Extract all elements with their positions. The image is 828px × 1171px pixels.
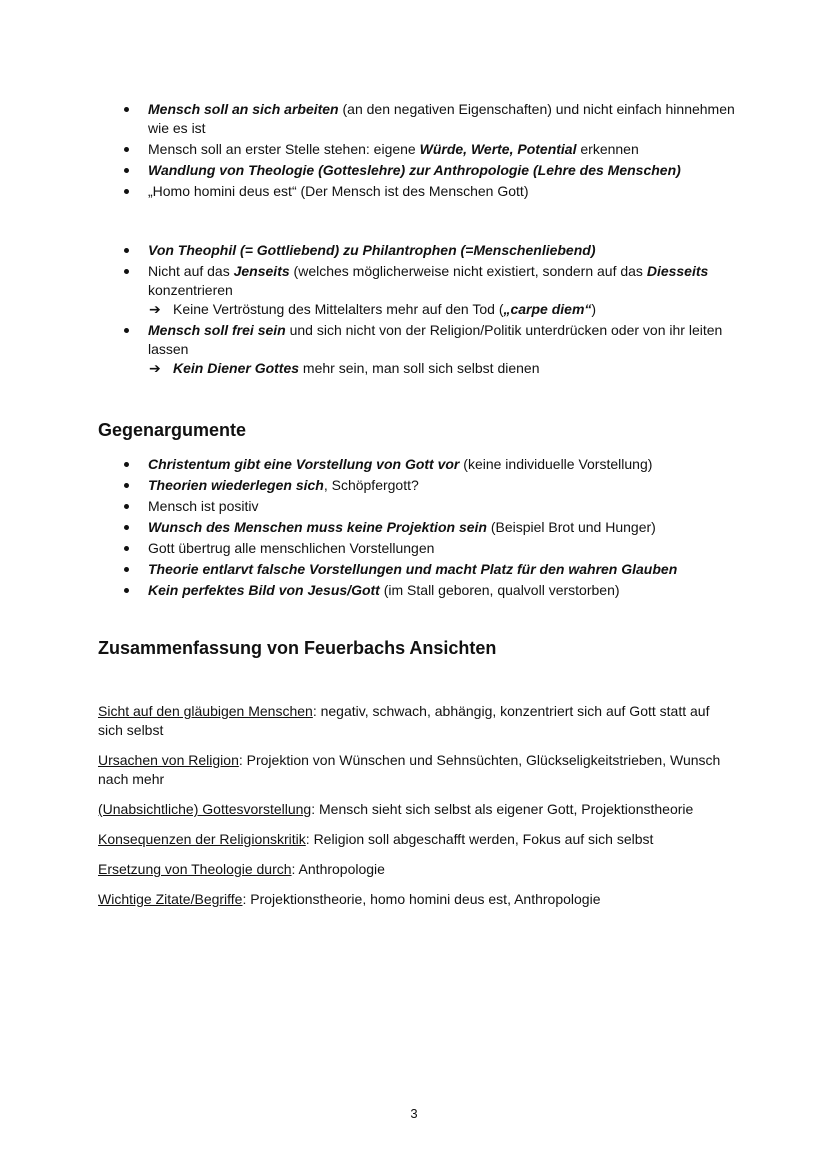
text-segment: konzentrieren <box>148 282 233 298</box>
text-segment: und sich nicht von der Religion/Politik unterdrücken oder von ihr leiten lassen <box>148 322 723 357</box>
text-segment: (im Stall geboren, qualvoll verstorben) <box>379 582 620 598</box>
text-segment: Gott übertrug alle menschlichen Vorstellungen <box>148 540 435 556</box>
text-segment: mehr sein, man soll sich selbst dienen <box>299 360 540 376</box>
emphasized-text: Kein perfektes Bild von Jesus/Gott <box>148 582 380 598</box>
list-item <box>98 539 738 558</box>
text-segment: (welches möglicherweise nicht existiert, sondern auf das <box>289 263 647 279</box>
bullet-list-1 <box>98 100 738 201</box>
text-segment: (Beispiel Brot und Hunger) <box>486 519 656 535</box>
bullet-list-2 <box>98 241 738 378</box>
list-item <box>98 560 738 579</box>
text-segment: erkennen <box>576 141 639 157</box>
summary-label: (Unabsichtliche) Gottesvorstellung <box>98 801 312 817</box>
emphasized-text: Christentum gibt eine Vorstellung von Gott vor <box>148 456 460 472</box>
list-item <box>98 497 738 516</box>
text-segment: Keine Vertröstung des Mittelalters mehr auf den Tod ( <box>173 301 504 317</box>
summary-text: : Projektion von Wünschen und Sehnsüchten, Glückseligkeitstrieben, Wunsch nach mehr <box>98 752 721 787</box>
emphasized-text: Diesseits <box>646 263 709 279</box>
summary-entry <box>98 830 738 849</box>
text-segment: ) <box>591 301 597 317</box>
summary-entry <box>98 702 738 740</box>
list-item <box>98 581 738 600</box>
summary-label: Ursachen von Religion <box>98 752 239 768</box>
summary-entry <box>98 800 738 819</box>
list-item <box>98 100 738 138</box>
text-segment: (an den negativen Eigenschaften) und nicht einfach hinnehmen wie es ist <box>148 101 735 136</box>
summary-label: Ersetzung von Theologie durch <box>98 861 292 877</box>
summary-entry <box>98 860 738 879</box>
summary-entry <box>98 751 738 789</box>
summary-entry <box>98 890 738 909</box>
summary-text: : negativ, schwach, abhängig, konzentriert sich auf Gott statt auf sich selbst <box>98 703 710 738</box>
summary-label: Konsequenzen der Religionskritik <box>98 831 306 847</box>
summary-section <box>98 702 738 920</box>
sub-point <box>148 300 738 319</box>
list-item <box>98 182 738 201</box>
summary-text: : Projektionstheorie, homo homini deus est, Anthropologie <box>242 891 601 907</box>
page-number: 3 <box>410 1106 418 1121</box>
emphasized-text: Von Theophil (= Gottliebend) zu Philantrophen (=Menschenliebend) <box>148 242 596 258</box>
emphasized-text: Kein Diener Gottes <box>173 360 300 376</box>
emphasized-text: Theorien wiederlegen sich <box>148 477 324 493</box>
emphasized-text: Wandlung von Theologie (Gotteslehre) zur Anthropologie (Lehre des Menschen) <box>148 162 681 178</box>
section-counterarguments <box>98 455 738 602</box>
emphasized-text: Theorie entlarvt falsche Vorstellungen und macht Platz für den wahren Glauben <box>148 561 678 577</box>
summary-text: : Anthropologie <box>291 861 385 877</box>
arrow-right-icon: ➔ <box>149 360 161 376</box>
list-item <box>98 262 738 319</box>
sub-point <box>148 359 738 378</box>
heading-summary: Zusammenfassung von Feuerbachs Ansichten <box>98 638 497 658</box>
emphasized-text: Wunsch des Menschen muss keine Projektion sein <box>148 519 487 535</box>
text-segment: , Schöpfergott? <box>323 477 419 493</box>
summary-text: : Mensch sieht sich selbst als eigener Gott, Projektionstheorie <box>311 801 694 817</box>
text-segment: (keine individuelle Vorstellung) <box>459 456 653 472</box>
arrow-right-icon: ➔ <box>149 301 161 317</box>
emphasized-text: Mensch soll an sich arbeiten <box>148 101 339 117</box>
text-segment: Mensch ist positiv <box>148 498 259 514</box>
heading-gegenargumente: Gegenargumente <box>98 420 247 440</box>
emphasized-text: „carpe diem“ <box>503 301 592 317</box>
list-item <box>98 161 738 180</box>
section-liberation-points <box>98 241 738 380</box>
list-item <box>98 140 738 159</box>
summary-text: : Religion soll abgeschafft werden, Fokus auf sich selbst <box>305 831 654 847</box>
emphasized-text: Würde, Werte, Potential <box>419 141 577 157</box>
text-segment: Mensch soll an erster Stelle stehen: eigene <box>148 141 420 157</box>
text-segment: „Homo homini deus est“ (Der Mensch ist des Menschen Gott) <box>148 183 529 199</box>
list-item <box>98 241 738 260</box>
summary-label: Sicht auf den gläubigen Menschen <box>98 703 313 719</box>
emphasized-text: Jenseits <box>233 263 290 279</box>
list-item <box>98 455 738 474</box>
list-item <box>98 321 738 378</box>
summary-label: Wichtige Zitate/Begriffe <box>98 891 243 907</box>
bullet-list-3 <box>98 455 738 600</box>
list-item <box>98 518 738 537</box>
emphasized-text: Mensch soll frei sein <box>148 322 286 338</box>
text-segment: Nicht auf das <box>148 263 234 279</box>
list-item <box>98 476 738 495</box>
section-humanism-points <box>98 100 738 203</box>
